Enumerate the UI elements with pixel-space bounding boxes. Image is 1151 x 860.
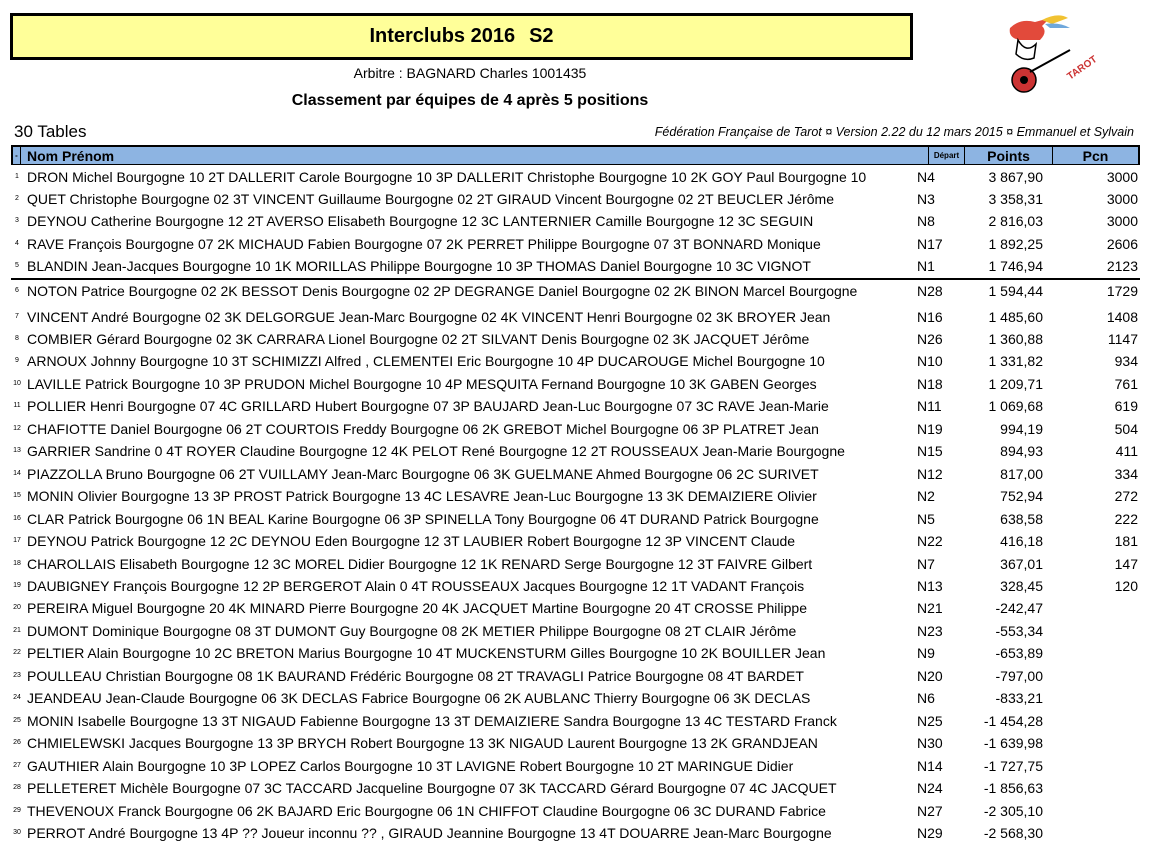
depart-cell: N19 [917, 421, 943, 437]
rank-cell: 18 [13, 560, 21, 567]
rank-cell: 1 [15, 173, 19, 180]
depart-cell: N8 [917, 213, 935, 229]
table-row [11, 440, 1146, 462]
points-cell: 1 594,44 [988, 283, 1043, 299]
points-cell: 894,93 [1000, 443, 1043, 459]
rank-cell: 30 [13, 829, 21, 836]
rank-cell: 25 [13, 717, 21, 724]
rank-cell: 12 [13, 425, 21, 432]
pcn-cell: 2123 [1106, 258, 1138, 274]
table-row [11, 166, 1146, 188]
depart-cell: N1 [917, 258, 935, 274]
column-points: Points [964, 147, 1052, 165]
team-players-cell: MONIN Isabelle Bourgogne 13 3T NIGAUD Fabienne Bourgogne 13 3T DEMAIZIERE Sandra Bourgogne 13 4C TESTARD Franck [27, 713, 837, 729]
depart-cell: N12 [917, 466, 943, 482]
points-cell: 1 360,88 [988, 331, 1043, 347]
table-row [11, 328, 1146, 350]
table-row [11, 188, 1146, 210]
team-players-cell: DUMONT Dominique Bourgogne 08 3T DUMONT Guy Bourgogne 08 2K METIER Philippe Bourgogne 08 2T CLAIR Jérôme [27, 623, 797, 639]
depart-cell: N18 [917, 376, 943, 392]
rank-cell: 5 [15, 262, 19, 269]
rank-cell: 8 [15, 335, 19, 342]
points-cell: 817,00 [1000, 466, 1043, 482]
table-row [11, 665, 1146, 687]
team-players-cell: POULLEAU Christian Bourgogne 08 1K BAURAND Frédéric Bourgogne 08 2T TRAVAGLI Patrice Bourgogne 08 4T BARDET [27, 668, 804, 684]
depart-cell: N15 [917, 443, 943, 459]
points-cell: 2 816,03 [988, 213, 1043, 229]
team-players-cell: POLLIER Henri Bourgogne 07 4C GRILLARD Hubert Bourgogne 07 3P BAUJARD Jean-Luc Bourgogne 07 3C RAVE Jean-Marie [27, 398, 829, 414]
team-players-cell: PERROT André Bourgogne 13 4P ?? Joueur inconnu ?? , GIRAUD Jeannine Bourgogne 13 4T DOUARRE Jean-Marc Bourgogne [27, 825, 832, 841]
depart-cell: N11 [917, 398, 942, 414]
depart-cell: N24 [917, 780, 943, 796]
pcn-cell: 3000 [1106, 169, 1138, 185]
table-row [11, 418, 1146, 440]
rank-cell: 2 [15, 195, 19, 202]
column-rank: - [11, 147, 20, 165]
team-players-cell: LAVILLE Patrick Bourgogne 10 3P PRUDON Michel Bourgogne 10 4P MESQUITA Fernand Bourgogne 10 3K GABEN Georges [27, 376, 817, 392]
title-event: Interclubs 2016 [369, 25, 516, 47]
rank-cell: 23 [13, 672, 21, 679]
depart-cell: N17 [917, 236, 943, 252]
team-players-cell: COMBIER Gérard Bourgogne 02 3K CARRARA Lionel Bourgogne 02 2T SILVANT Denis Bourgogne 02 3K JACQUET Jérôme [27, 331, 810, 347]
depart-cell: N28 [917, 283, 943, 299]
pcn-cell: 147 [1114, 556, 1138, 572]
points-cell: -1 454,28 [983, 713, 1043, 729]
table-row [11, 687, 1146, 709]
pcn-cell: 222 [1114, 511, 1138, 527]
points-cell: -242,47 [995, 600, 1043, 616]
pcn-cell: 761 [1114, 376, 1138, 392]
rank-cell: 21 [13, 627, 21, 634]
depart-cell: N25 [917, 713, 943, 729]
depart-cell: N16 [917, 309, 943, 325]
rank-cell: 9 [15, 357, 19, 364]
rank-cell: 26 [13, 739, 21, 746]
team-players-cell: ARNOUX Johnny Bourgogne 10 3T SCHIMIZZI Alfred , CLEMENTEI Eric Bourgogne 10 4P DUCAROUGE Michel Bourgogne 10 [27, 353, 825, 369]
points-cell: 1 892,25 [988, 236, 1043, 252]
table-header [11, 145, 1140, 165]
team-players-cell: CHAFIOTTE Daniel Bourgogne 06 2T COURTOIS Freddy Bourgogne 06 2K GREBOT Michel Bourgogne 06 3P PLATRET Jean [27, 421, 819, 437]
table-row [11, 822, 1146, 844]
points-cell: 1 331,82 [988, 353, 1043, 369]
depart-cell: N4 [917, 169, 935, 185]
ranking-subtitle: Classement par équipes de 4 après 5 positions [291, 92, 649, 109]
team-players-cell: GAUTHIER Alain Bourgogne 10 3P LOPEZ Carlos Bourgogne 10 3T LAVIGNE Robert Bourgogne 10 2T MARINGUE Didier [27, 758, 794, 774]
team-players-cell: PEREIRA Miguel Bourgogne 20 4K MINARD Pierre Bourgogne 20 4K JACQUET Martine Bourgogne 20 4T CROSSE Philippe [27, 600, 807, 616]
team-players-cell: JEANDEAU Jean-Claude Bourgogne 06 3K DECLAS Fabrice Bourgogne 06 2K AUBLANC Thierry Bourgogne 06 3K DECLAS [27, 690, 811, 706]
table-row [11, 732, 1146, 754]
pcn-cell: 1729 [1106, 283, 1138, 299]
table-row [11, 710, 1146, 732]
points-cell: 416,18 [1000, 533, 1043, 549]
table-row [11, 553, 1146, 575]
page-title [10, 13, 913, 60]
rank-cell: 28 [13, 784, 21, 791]
team-players-cell: RAVE François Bourgogne 07 2K MICHAUD Fabien Bourgogne 07 2K PERRET Philippe Bourgogne 07 3T BONNARD Monique [27, 236, 821, 252]
depart-cell: N3 [917, 191, 935, 207]
rank-cell: 15 [13, 492, 21, 499]
table-row [11, 395, 1146, 417]
team-players-cell: DEYNOU Patrick Bourgogne 12 2C DEYNOU Eden Bourgogne 12 3T LAUBIER Robert Bourgogne 12 3P VINCENT Claude [27, 533, 796, 549]
points-cell: 1 746,94 [988, 258, 1043, 274]
team-players-cell: CLAR Patrick Bourgogne 06 1N BEAL Karine Bourgogne 06 3P SPINELLA Tony Bourgogne 06 4T DURAND Patrick Bourgogne [27, 511, 819, 527]
rank-cell: 20 [13, 604, 21, 611]
table-row [11, 373, 1146, 395]
table-row [11, 597, 1146, 619]
depart-cell: N30 [917, 735, 943, 751]
pcn-cell: 3000 [1106, 213, 1138, 229]
points-cell: 3 867,90 [988, 169, 1043, 185]
team-players-cell: PELTIER Alain Bourgogne 10 2C BRETON Marius Bourgogne 10 4T MUCKENSTURM Gilles Bourgogne 10 2K BOUILLER Jean [27, 645, 826, 661]
points-cell: 1 209,71 [988, 376, 1043, 392]
depart-cell: N29 [917, 825, 943, 841]
pcn-cell: 120 [1114, 578, 1138, 594]
points-cell: 752,94 [1000, 488, 1043, 504]
pcn-cell: 3000 [1106, 191, 1138, 207]
table-row [11, 350, 1146, 372]
arbitre-line: Arbitre : BAGNARD Charles 1001435 [353, 65, 587, 81]
table-row [11, 620, 1146, 642]
title-session: S2 [529, 25, 554, 47]
depart-cell: N6 [917, 690, 935, 706]
points-cell: -1 639,98 [983, 735, 1043, 751]
rank-cell: 16 [13, 515, 21, 522]
table-row [11, 306, 1146, 328]
points-cell: 1 485,60 [988, 309, 1043, 325]
points-cell: 1 069,68 [988, 398, 1043, 414]
table-row [11, 255, 1146, 277]
rank-cell: 24 [13, 694, 21, 701]
table-row [11, 463, 1146, 485]
points-cell: -2 305,10 [983, 803, 1043, 819]
table-row [11, 642, 1146, 664]
team-players-cell: CHAROLLAIS Elisabeth Bourgogne 12 3C MOREL Didier Bourgogne 12 1K RENARD Serge Bourgogne 12 3T FAIVRE Gilbert [27, 556, 813, 572]
table-row [11, 755, 1146, 777]
team-players-cell: DRON Michel Bourgogne 10 2T DALLERIT Carole Bourgogne 10 3P DALLERIT Christophe Bourgogne 10 2K GOY Paul Bourgogne 10 [27, 169, 867, 185]
depart-cell: N5 [917, 511, 935, 527]
rank-cell: 27 [13, 762, 21, 769]
depart-cell: N21 [917, 600, 943, 616]
depart-cell: N13 [917, 578, 943, 594]
column-depart: Départ [928, 147, 964, 165]
team-players-cell: GARRIER Sandrine 0 4T ROYER Claudine Bourgogne 12 4K PELOT René Bourgogne 12 2T ROUSSEAUX Jean-Marie Bourgogne [27, 443, 845, 459]
table-row [11, 485, 1146, 507]
pcn-cell: 411 [1115, 443, 1138, 459]
points-cell: -797,00 [995, 668, 1043, 684]
pcn-cell: 272 [1114, 488, 1138, 504]
table-row [11, 280, 1146, 302]
points-cell: -1 856,63 [983, 780, 1043, 796]
pcn-cell: 2606 [1106, 236, 1138, 252]
rank-cell: 29 [13, 807, 21, 814]
depart-cell: N20 [917, 668, 943, 684]
points-cell: 328,45 [1000, 578, 1043, 594]
points-cell: -553,34 [995, 623, 1043, 639]
column-pcn: Pcn [1052, 147, 1140, 165]
depart-cell: N22 [917, 533, 943, 549]
team-players-cell: NOTON Patrice Bourgogne 02 2K BESSOT Denis Bourgogne 02 2P DEGRANGE Daniel Bourgogne 02 2K BINON Marcel Bourgogne [27, 283, 858, 299]
table-row [11, 210, 1146, 232]
rank-cell: 22 [13, 649, 21, 656]
pcn-cell: 504 [1114, 421, 1138, 437]
table-row [11, 800, 1146, 822]
team-players-cell: DAUBIGNEY François Bourgogne 12 2P BERGEROT Alain 0 4T ROUSSEAUX Jacques Bourgogne 12 1T VADANT François [27, 578, 805, 594]
pcn-cell: 1147 [1107, 331, 1138, 347]
points-cell: 367,01 [1000, 556, 1043, 572]
points-cell: -2 568,30 [983, 825, 1043, 841]
table-row [11, 233, 1146, 255]
team-players-cell: BLANDIN Jean-Jacques Bourgogne 10 1K MORILLAS Philippe Bourgogne 10 3P THOMAS Daniel Bourgogne 10 3C VIGNOT [27, 258, 811, 274]
points-cell: -653,89 [995, 645, 1043, 661]
top5-separator [11, 278, 1140, 280]
depart-cell: N2 [917, 488, 935, 504]
table-row [11, 530, 1146, 552]
team-players-cell: QUET Christophe Bourgogne 02 3T VINCENT Guillaume Bourgogne 02 2T GIRAUD Vincent Bourgogne 02 2T BEUCLER Jérôme [27, 191, 834, 207]
points-cell: 638,58 [1000, 511, 1043, 527]
depart-cell: N23 [917, 623, 943, 639]
depart-cell: N14 [917, 758, 943, 774]
team-players-cell: PELLETERET Michèle Bourgogne 07 3C TACCARD Jacqueline Bourgogne 07 3K TACCARD Gérard Bourgogne 07 4C JACQUET [27, 780, 837, 796]
points-cell: -1 727,75 [983, 758, 1043, 774]
rank-cell: 7 [15, 313, 19, 320]
tarot-logo [990, 10, 1100, 100]
pcn-cell: 1408 [1106, 309, 1138, 325]
table-row [11, 575, 1146, 597]
rank-cell: 11 [13, 402, 21, 409]
team-players-cell: PIAZZOLLA Bruno Bourgogne 06 2T VUILLAMY Jean-Marc Bourgogne 06 3K GUELMANE Ahmed Bourgogne 06 2C SURIVET [27, 466, 819, 482]
rank-cell: 19 [13, 582, 21, 589]
table-row [11, 508, 1146, 530]
depart-cell: N26 [917, 331, 943, 347]
points-cell: 3 358,31 [988, 191, 1043, 207]
pcn-cell: 619 [1114, 398, 1138, 414]
team-players-cell: VINCENT André Bourgogne 02 3K DELGORGUE Jean-Marc Bourgogne 02 4K VINCENT Henri Bourgogne 02 3K BROYER Jean [27, 309, 831, 325]
rank-cell: 6 [15, 287, 19, 294]
team-players-cell: THEVENOUX Franck Bourgogne 06 2K BAJARD Eric Bourgogne 06 1N CHIFFOT Claudine Bourgogne 06 3C DURAND Fabrice [27, 803, 826, 819]
team-players-cell: MONIN Olivier Bourgogne 13 3P PROST Patrick Bourgogne 13 4C LESAVRE Jean-Luc Bourgogne 13 3K DEMAIZIERE Olivier [27, 488, 817, 504]
pcn-cell: 334 [1114, 466, 1138, 482]
rank-cell: 4 [15, 240, 19, 247]
logo-text: TAROT [1065, 54, 1100, 83]
team-players-cell: DEYNOU Catherine Bourgogne 12 2T AVERSO Elisabeth Bourgogne 12 3C LANTERNIER Camille Bourgogne 12 3C SEGUIN [27, 213, 814, 229]
rank-cell: 3 [15, 217, 19, 224]
depart-cell: N27 [917, 803, 943, 819]
points-cell: -833,21 [995, 690, 1043, 706]
pcn-cell: 934 [1114, 353, 1138, 369]
pcn-cell: 181 [1114, 533, 1138, 549]
table-row [11, 777, 1146, 799]
depart-cell: N7 [917, 556, 935, 572]
points-cell: 994,19 [1000, 421, 1043, 437]
federation-credit: Fédération Française de Tarot ¤ Version 2.22 du 12 mars 2015 ¤ Emmanuel et Sylvain [654, 125, 1134, 139]
depart-cell: N9 [917, 645, 935, 661]
rank-cell: 14 [13, 470, 21, 477]
rank-cell: 17 [13, 537, 21, 544]
team-players-cell: CHMIELEWSKI Jacques Bourgogne 13 3P BRYCH Robert Bourgogne 13 3K NIGAUD Laurent Bourgogne 13 2K GRANDJEAN [27, 735, 818, 751]
rank-cell: 13 [13, 447, 21, 454]
column-nom-prenom: Nom Prénom [20, 147, 928, 165]
tables-count: 30 Tables [14, 122, 87, 141]
depart-cell: N10 [917, 353, 943, 369]
rank-cell: 10 [13, 380, 21, 387]
